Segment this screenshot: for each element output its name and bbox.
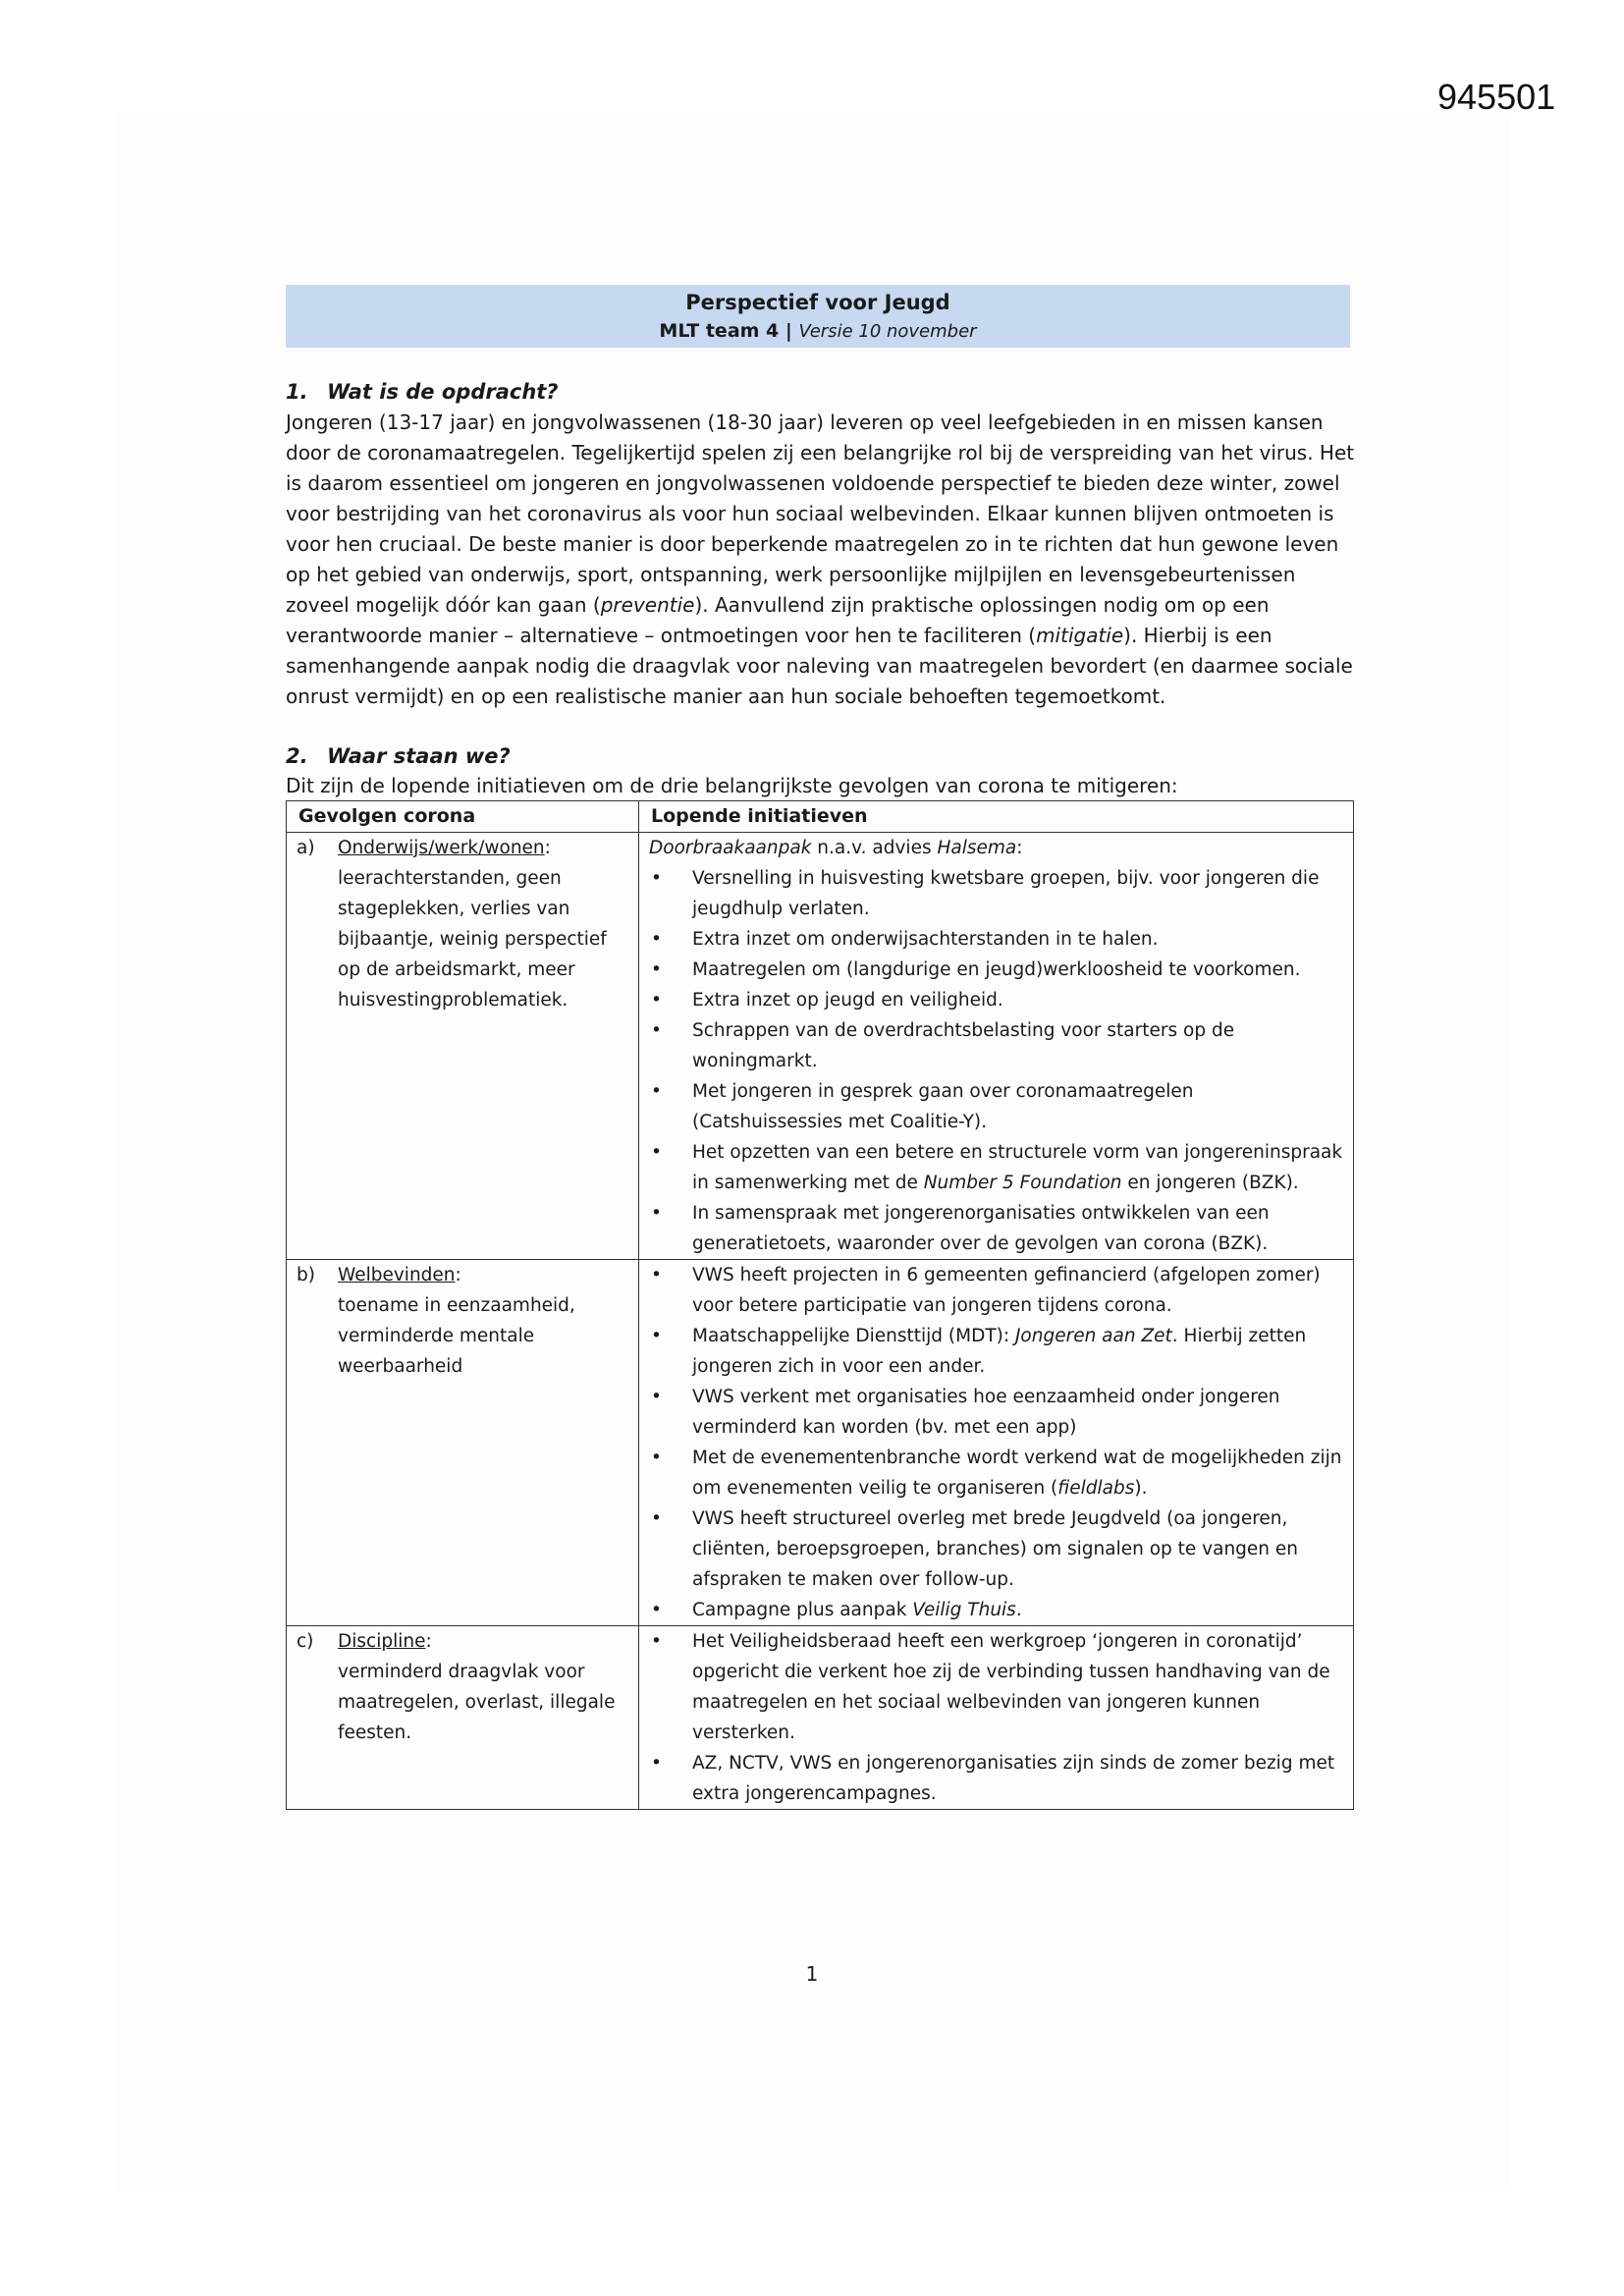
category-letter: a): [297, 838, 315, 858]
table-row: [287, 1626, 1354, 1810]
bullet: •: [651, 1265, 662, 1285]
category-cell: [287, 1626, 639, 1810]
section-1-number: 1.: [286, 380, 308, 404]
paragraph-emphasis-preventie: preventie: [600, 593, 695, 617]
list-item: [649, 1503, 1343, 1595]
list-item-italic: Veilig Thuis: [912, 1600, 1016, 1620]
list-item-text: VWS heeft projecten in 6 gemeenten gefinancierd (afgelopen zomer) voor betere participatie van jongeren tijdens corona.: [692, 1265, 1321, 1316]
list-item: [649, 863, 1343, 924]
list-item: [649, 1076, 1343, 1137]
document-id: 945501: [1437, 77, 1556, 117]
initiatives-list: [649, 863, 1343, 1259]
document-subtitle: [286, 317, 1350, 346]
bullet: •: [651, 959, 662, 980]
team-label: MLT team 4: [659, 319, 780, 342]
list-item: [649, 1443, 1343, 1503]
initiatives-cell: [639, 833, 1354, 1260]
category-description: verminderd draagvlak voor maatregelen, overlast, illegale feesten.: [338, 1662, 616, 1743]
table-row: [287, 833, 1354, 1260]
bullet: •: [651, 929, 662, 950]
section-2-heading: [286, 741, 1358, 772]
initiatives-cell: [639, 1626, 1354, 1810]
list-item-text: VWS heeft structureel overleg met brede Jeugdveld (oa jongeren, cliënten, beroepsgroepen, branches) om signalen op te vangen en afspraken te maken over follow-up.: [692, 1508, 1299, 1590]
paragraph-emphasis-mitigatie: mitigatie: [1036, 624, 1124, 647]
bullet: •: [651, 1081, 662, 1102]
category-cell: [287, 833, 639, 1260]
category-title: Discipline: [338, 1631, 426, 1652]
header-gevolgen: Gevolgen corona: [287, 801, 639, 833]
list-item-italic: Number 5 Foundation: [923, 1173, 1122, 1193]
initiatives-list: [649, 1260, 1343, 1625]
section-1-heading: [286, 377, 1358, 408]
bullet: •: [651, 1326, 662, 1346]
bullet: •: [651, 868, 662, 889]
category-colon: :: [425, 1631, 432, 1652]
list-item-text: AZ, NCTV, VWS en jongerenorganisaties zijn sinds de zomer bezig met extra jongerencampagnes.: [692, 1753, 1335, 1804]
category-title: Onderwijs/werk/wonen: [338, 838, 545, 858]
intro-italic-2: Halsema: [937, 838, 1017, 858]
table-header-row: [287, 801, 1354, 833]
page-number: 1: [805, 1962, 819, 1986]
list-item: [649, 924, 1343, 955]
bullet: •: [651, 990, 662, 1011]
list-item-text: Extra inzet op jeugd en veiligheid.: [692, 990, 1003, 1011]
list-item: [649, 1595, 1343, 1625]
list-item-italic: fieldlabs: [1057, 1478, 1135, 1499]
list-item: [649, 1015, 1343, 1076]
category-letter: c): [297, 1631, 314, 1652]
category-colon: :: [455, 1265, 461, 1285]
category-description: toename in eenzaamheid, verminderde mentale weerbaarheid: [338, 1295, 575, 1377]
table-row: [287, 1260, 1354, 1626]
category-cell: [287, 1260, 639, 1626]
category-letter: b): [297, 1265, 315, 1285]
list-item-text: Maatschappelijke Diensttijd (MDT):: [692, 1326, 1015, 1346]
list-item: [649, 1137, 1343, 1198]
list-item-text: Het opzetten van een betere en structurele vorm van jongereninspraak in samenwerking met de: [692, 1142, 1343, 1193]
title-banner: [286, 285, 1350, 348]
list-item-text: Met de evenementenbranche wordt verkend wat de mogelijkheden zijn om evenementen veilig te organiseren (: [692, 1448, 1342, 1499]
list-item-end: .: [1015, 1600, 1022, 1620]
section-1-paragraph: [286, 408, 1358, 712]
bullet: •: [651, 1387, 662, 1407]
list-item: [649, 955, 1343, 985]
version-label: Versie 10 november: [798, 320, 977, 342]
section-1: [286, 377, 1358, 712]
section-1-title: Wat is de opdracht?: [327, 380, 559, 404]
list-item-end: ).: [1134, 1478, 1148, 1499]
intro-text: n.a.v. advies: [811, 838, 938, 858]
list-item: [649, 985, 1343, 1015]
bullet: •: [651, 1600, 662, 1620]
list-item-text: VWS verkent met organisaties hoe eenzaamheid onder jongeren verminderd kan worden (bv. met een app): [692, 1387, 1280, 1438]
list-item-text: Het Veiligheidsberaad heeft een werkgroep ‘jongeren in coronatijd’ opgericht die verkent hoe zij de verbinding tussen handhaving van de maatregelen en het sociaal welbevinden van jongeren kunnen versterken.: [692, 1631, 1330, 1743]
bullet: •: [651, 1753, 662, 1774]
subtitle-separator: |: [779, 319, 799, 342]
intro-end: :: [1016, 838, 1023, 858]
document-title: Perspectief voor Jeugd: [685, 290, 950, 314]
bullet: •: [651, 1631, 662, 1652]
list-item-end: . Hierbij zetten jongeren zich in voor een ander.: [692, 1326, 1307, 1377]
list-item-text: Maatregelen om (langdurige en jeugd)werkloosheid te voorkomen.: [692, 959, 1301, 980]
list-item-italic: Jongeren aan Zet: [1014, 1326, 1172, 1346]
list-item: [649, 1260, 1343, 1321]
list-item: [649, 1748, 1343, 1809]
paragraph-part-3: ). Hierbij is een samenhangende aanpak nodig die draagvlak voor naleving van maatregelen bevordert (en daarmee sociale onrust vermijdt) en op een realistische manier aan hun sociale behoeften tegemoetkomt.: [286, 624, 1353, 708]
list-item-text: Schrappen van de overdrachtsbelasting voor starters op de woningmarkt.: [692, 1020, 1235, 1071]
list-item: [649, 1382, 1343, 1443]
bullet: •: [651, 1142, 662, 1163]
initiatives-table: [286, 800, 1354, 1810]
section-2-number: 2.: [286, 744, 308, 768]
initiatives-cell: [639, 1260, 1354, 1626]
initiatives-intro: [649, 833, 1343, 863]
list-item: [649, 1626, 1343, 1748]
category-description: leerachterstanden, geen stageplekken, verlies van bijbaantje, weinig perspectief op de arbeidsmarkt, meer huisvestingproblematiek.: [338, 868, 607, 1011]
list-item-end: en jongeren (BZK).: [1121, 1173, 1299, 1193]
section-2-intro: Dit zijn de lopende initiatieven om de drie belangrijkste gevolgen van corona te mitigeren:: [286, 774, 1178, 797]
bullet: •: [651, 1020, 662, 1041]
category-colon: :: [544, 838, 551, 858]
bullet: •: [651, 1203, 662, 1224]
bullet: •: [651, 1508, 662, 1529]
section-2: [286, 741, 1358, 1810]
list-item-text: Versnelling in huisvesting kwetsbare groepen, bijv. voor jongeren die jeugdhulp verlaten.: [692, 868, 1320, 919]
document-content: [286, 285, 1358, 1810]
list-item: [649, 1321, 1343, 1382]
list-item-text: Extra inzet om onderwijsachterstanden in te halen.: [692, 929, 1159, 950]
list-item-text: Campagne plus aanpak: [692, 1600, 913, 1620]
list-item: [649, 1198, 1343, 1259]
paragraph-part-2: ). Aanvullend zijn praktische oplossingen nodig om op een verantwoorde manier – alternatieve – ontmoetingen voor hen te faciliteren (: [286, 593, 1270, 647]
list-item-text: Met jongeren in gesprek gaan over coronamaatregelen (Catshuissessies met Coalitie-Y).: [692, 1081, 1194, 1132]
bullet: •: [651, 1448, 662, 1468]
section-2-title: Waar staan we?: [327, 744, 511, 768]
list-item-text: In samenspraak met jongerenorganisaties ontwikkelen van een generatietoets, waaronder over de gevolgen van corona (BZK).: [692, 1203, 1270, 1254]
initiatives-list: [649, 1626, 1343, 1809]
header-initiatieven: Lopende initiatieven: [639, 801, 1354, 833]
intro-italic: Doorbraakaanpak: [649, 838, 812, 858]
paragraph-part-1: Jongeren (13-17 jaar) en jongvolwassenen (18-30 jaar) leveren op veel leefgebieden in en missen kansen door de coronamaatregelen. Tegelijkertijd spelen zij een belangrijke rol bij de verspreiding van het virus. Het is daarom essentieel om jongeren en jongvolwassenen voldoende perspectief te bieden deze winter, zowel voor bestrijding van het coronavirus als voor hun sociaal welbevinden. Elkaar kunnen blijven ontmoeten is voor hen cruciaal. De beste manier is door beperkende maatregelen zo in te richten dat hun gewone leven op het gebied van onderwijs, sport, ontspanning, werk persoonlijke mijlpijlen en levensgebeurtenissen zoveel mogelijk dóór kan gaan (: [286, 410, 1355, 617]
category-title: Welbevinden: [338, 1265, 456, 1285]
